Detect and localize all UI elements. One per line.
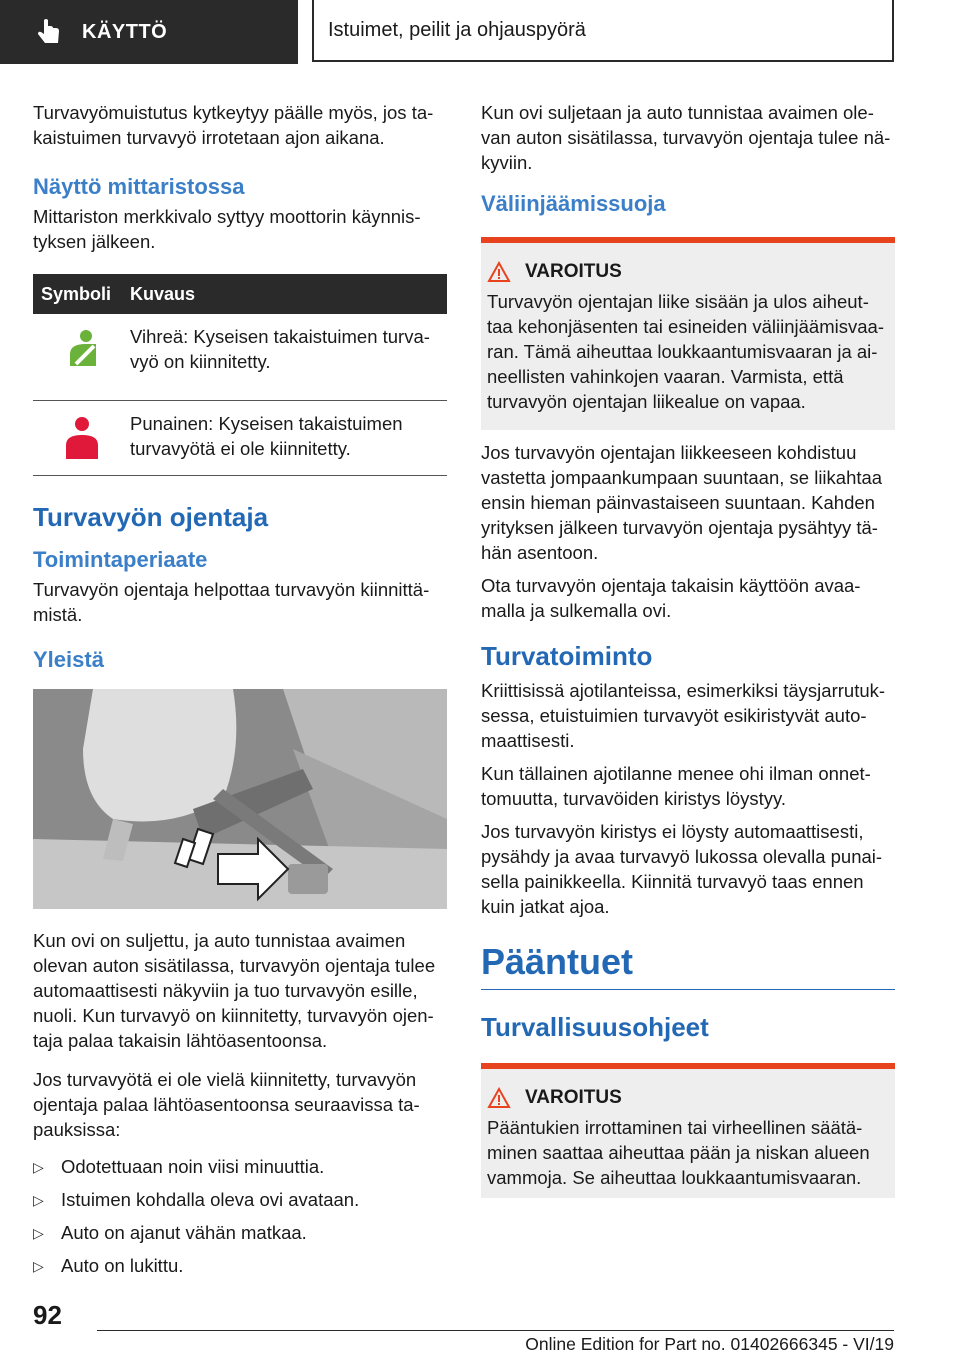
triangle-bullet-icon: ▷ bbox=[33, 1258, 44, 1274]
safety-text-1: Kriittisissä ajotilanteissa, esimerkiksi täysjarrutuk-sessa, etuistuimien turvavyöt esikiristyvät auto-maattisesti. bbox=[481, 680, 886, 751]
warning-triangle-icon bbox=[487, 1087, 511, 1109]
table-row bbox=[33, 314, 447, 401]
footer-edition: Online Edition for Part no. 01402666345 - VI/19 bbox=[525, 1334, 894, 1354]
display-heading: Näyttö mittaristossa bbox=[33, 174, 245, 199]
general-text: Kun ovi on suljettu, ja auto tunnistaa avaimen olevan auton sisätilassa, turvavyön ojentaja tulee automaattisesti näkyviin ja tuo turvavyön esille, nuoli. Kun turvavyö on kiinnitetty, turvavyön ojen-taja palaa takaisin lähtöasentoonsa. bbox=[33, 930, 436, 1051]
table-header-description: Kuvaus bbox=[130, 283, 196, 304]
table-cell-description: Punainen: Kyseisen takaistuimen turvavyötä ei ole kiinnitetty. bbox=[130, 413, 403, 459]
principle-text: Turvavyön ojentaja helpottaa turvavyön kiinnittä-mistä. bbox=[33, 579, 430, 625]
warning-box bbox=[481, 243, 895, 430]
headrests-heading: Pääntuet bbox=[481, 941, 634, 982]
table-row bbox=[33, 401, 447, 476]
table-cell-symbol bbox=[33, 401, 130, 475]
return-conditions-list bbox=[33, 1154, 447, 1279]
seatbelt-presenter-illustration bbox=[33, 689, 447, 909]
table-header bbox=[33, 274, 447, 314]
left-column bbox=[33, 100, 447, 1286]
list-item-text: Auto on lukittu. bbox=[61, 1255, 184, 1276]
list-item bbox=[33, 1253, 447, 1279]
warning-title bbox=[487, 261, 887, 283]
right-column bbox=[481, 100, 895, 1198]
warning-triangle-icon bbox=[487, 261, 511, 283]
seatbelt-fastened-icon bbox=[62, 330, 102, 370]
warning-title-text: VAROITUS bbox=[525, 1087, 622, 1108]
chapter-tab-label: Istuimet, peilit ja ohjauspyörä bbox=[328, 18, 586, 41]
table-cell-symbol bbox=[33, 314, 130, 400]
pointing-hand-icon bbox=[34, 17, 64, 47]
section-tab-label: KÄYTTÖ bbox=[82, 20, 168, 43]
seatbelt-reminder-text: Turvavyömuistutus kytkeytyy päälle myös, jos ta-kaistuimen turvavyö irrotetaan ajon aikana. bbox=[33, 102, 434, 148]
table-cell-description: Vihreä: Kyseisen takaistuimen turva-vyö on kiinnitetty. bbox=[130, 326, 430, 372]
warning-text: Turvavyön ojentajan liike sisään ja ulos aiheut-taa kehonjäsenten tai esineiden väliinjäämisvaa-ran. Tämä aiheuttaa loukkaantumisvaaran ja ai-neellisten vahinkojen vaaran. Varmista, että turvavyön ojentajan liikealue on vapaa. bbox=[487, 291, 884, 412]
presenter-heading: Turvavyön ojentaja bbox=[33, 502, 269, 532]
warning-box bbox=[481, 1069, 895, 1198]
return-text: Jos turvavyötä ei ole vielä kiinnitetty, turvavyön ojentaja palaa lähtöasentoonsa seuraavissa ta-pauksissa: bbox=[33, 1069, 420, 1140]
safety-notes-heading: Turvallisuusohjeet bbox=[481, 1012, 709, 1042]
chapter-tab[interactable] bbox=[312, 0, 894, 62]
list-item bbox=[33, 1154, 447, 1180]
reactivate-text: Ota turvavyön ojentaja takaisin käyttöön avaa-malla ja sulkemalla ovi. bbox=[481, 575, 861, 621]
pinch-protection-heading: Väliinjäämissuoja bbox=[481, 191, 666, 216]
section-tab[interactable] bbox=[0, 0, 298, 64]
presenter-appears-text: Kun ovi suljetaan ja auto tunnistaa avaimen ole-van auton sisätilassa, turvavyön ojentaja tulee nä-kyviin. bbox=[481, 102, 891, 173]
list-item bbox=[33, 1220, 447, 1246]
seatbelt-unfastened-icon bbox=[62, 417, 102, 461]
triangle-bullet-icon: ▷ bbox=[33, 1192, 44, 1208]
symbol-table bbox=[33, 274, 447, 476]
list-item-text: Istuimen kohdalla oleva ovi avataan. bbox=[61, 1189, 360, 1210]
triangle-bullet-icon: ▷ bbox=[33, 1225, 44, 1241]
principle-heading: Toimintaperiaate bbox=[33, 547, 208, 572]
safety-text-3: Jos turvavyön kiristys ei löysty automaattisesti, pysähdy ja avaa turvavyö lukossa olevalla punai-sella painikkeella. Kiinnitä turvavyö taas ennen kuin jatkat ajoa. bbox=[481, 821, 883, 917]
list-item-text: Auto on ajanut vähän matkaa. bbox=[61, 1222, 307, 1243]
page-header bbox=[0, 0, 960, 64]
obstruction-text: Jos turvavyön ojentajan liikkeeseen kohdistuu vastetta jompaankumpaan suuntaan, se liikahtaa ensin hieman päinvastaiseen suuntaan. Kahden yrityksen jälkeen turvavyön ojentaja pysähtyy tä-hän asentoon. bbox=[481, 442, 883, 563]
safety-function-heading: Turvatoiminto bbox=[481, 641, 653, 671]
warning-text: Pääntukien irrottaminen tai virheellinen säätä-minen saattaa aiheuttaa pään ja niskan alueen vammoja. Se aiheuttaa loukkaantumisvaaran. bbox=[487, 1117, 870, 1188]
table-header-symbol: Symboli bbox=[41, 283, 112, 304]
display-text: Mittariston merkkivalo syttyy moottorin käynnis-tyksen jälkeen. bbox=[33, 206, 421, 252]
warning-title-text: VAROITUS bbox=[525, 261, 622, 282]
footer-rule bbox=[97, 1330, 894, 1331]
warning-title bbox=[487, 1087, 887, 1109]
triangle-bullet-icon: ▷ bbox=[33, 1159, 44, 1175]
heading-rule bbox=[481, 989, 895, 990]
list-item-text: Odotettuaan noin viisi minuuttia. bbox=[61, 1156, 325, 1177]
page-number: 92 bbox=[33, 1300, 62, 1330]
list-item bbox=[33, 1187, 447, 1213]
general-heading: Yleistä bbox=[33, 647, 104, 672]
safety-text-2: Kun tällainen ajotilanne menee ohi ilman onnet-tomuutta, turvavöiden kiristys löystyy. bbox=[481, 763, 871, 809]
